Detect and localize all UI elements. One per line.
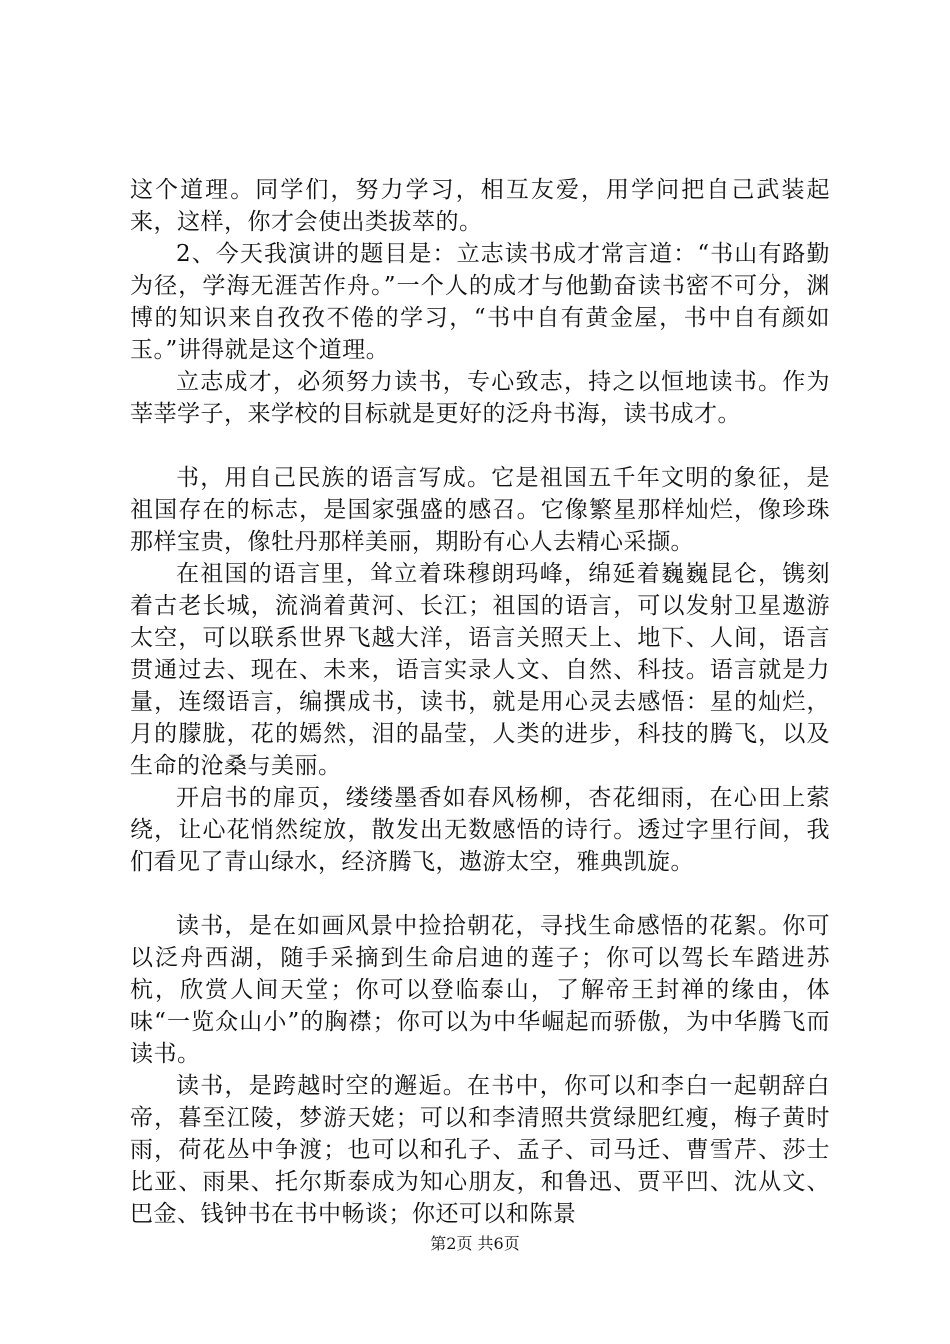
paragraph: 开启书的扉页，缕缕墨香如春风杨柳，杏花细雨，在心田上萦绕，让心花悄然绽放，散发出无数感悟的诗行。透过字里行间，我们看见了青山绿水，经济腾飞，遨游太空，雅典凯旋。: [130, 785, 830, 875]
paragraph: 立志成才，必须努力读书，专心致志，持之以恒地读书。作为莘莘学子，来学校的目标就是更好的泛舟书海，读书成才。: [130, 369, 830, 427]
paragraph: 书，用自己民族的语言写成。它是祖国五千年文明的象征，是祖国存在的标志，是国家强盛的感召。它像繁星那样灿烂，像珍珠那样宝贵，像牡丹那样美丽，期盼有心人去精心采撷。: [130, 465, 830, 555]
document-body: [130, 174, 830, 1230]
paragraph: 在祖国的语言里，耸立着珠穆朗玛峰，绵延着巍巍昆仑，镌刻着古老长城，流淌着黄河、长江；祖国的语言，可以发射卫星遨游太空，可以联系世界飞越大洋，语言关照天上、地下、人间，语言贯通过去、现在、未来，语言实录人文、自然、科技。语言就是力量，连缀语言，编撰成书，读书，就是用心灵去感悟：星的灿烂，月的朦胧，花的嫣然，泪的晶莹，人类的进步，科技的腾飞，以及生命的沧桑与美丽。: [130, 561, 830, 779]
paragraph: 这个道理。同学们，努力学习，相互友爱，用学问把自己武装起来，这样，你才会使出类拔萃的。: [130, 177, 830, 235]
paragraph: 2、今天我演讲的题目是：立志读书成才常言道：“书山有路勤为径，学海无涯苦作舟。”一个人的成才与他勤奋读书密不可分，渊博的知识来自孜孜不倦的学习，“书中自有黄金屋，书中自有颜如玉。”讲得就是这个道理。: [130, 241, 830, 363]
page-footer: 第2页 共6页: [430, 1234, 520, 1253]
paragraph: 读书，是跨越时空的邂逅。在书中，你可以和李白一起朝辞白帝，暮至江陵，梦游天姥；可以和李清照共赏绿肥红瘦，梅子黄时雨，荷花丛中争渡；也可以和孔子、孟子、司马迁、曹雪芹、莎士比亚、雨果、托尔斯泰成为知心朋友，和鲁迅、贾平凹、沈从文、巴金、钱钟书在书中畅谈；你还可以和陈景: [130, 1073, 830, 1227]
paragraph: 读书，是在如画风景中捡拾朝花，寻找生命感悟的花絮。你可以泛舟西湖，随手采摘到生命启迪的莲子；你可以驾长车踏进苏杭，欣赏人间天堂；你可以登临泰山，了解帝王封禅的缘由，体味“一览众山小”的胸襟；你可以为中华崛起而骄傲，为中华腾飞而读书。: [130, 913, 830, 1067]
